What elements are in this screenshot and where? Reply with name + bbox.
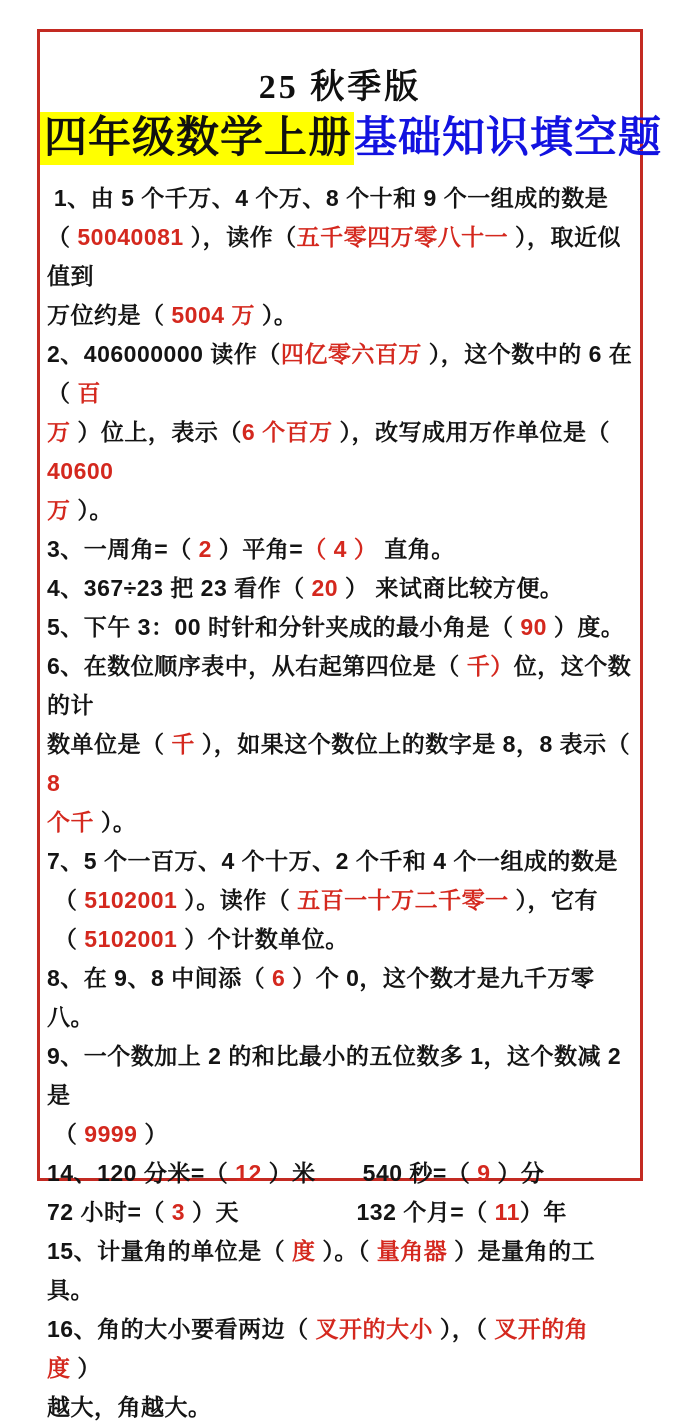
- question-text: 1、由 5 个千万、4 个万、8 个十和 9 个一组成的数是: [47, 184, 609, 211]
- question-text: 数单位是（: [47, 730, 172, 757]
- question-text: 越大，角越大。: [47, 1393, 212, 1420]
- answer-text: 20: [311, 574, 339, 601]
- answer-text: 9999: [84, 1120, 138, 1147]
- question-text: ），如果这个数位上的数字是 8，8 表示（: [194, 730, 638, 757]
- question-line: [47, 1310, 634, 1388]
- answer-text: 9: [477, 1159, 491, 1186]
- question-text: 直角。: [377, 535, 455, 562]
- answer-text: 50040081: [77, 223, 184, 250]
- answer-text: 千）: [466, 652, 514, 679]
- question-text: ）平角=: [211, 535, 304, 562]
- answer-text: 个千: [47, 808, 94, 835]
- question-line: [47, 296, 634, 335]
- answer-text: 6 个百万: [241, 418, 333, 445]
- question-text: ），读作（: [183, 223, 297, 250]
- title-blue-part: 基础知识填空题: [354, 115, 662, 162]
- answer-text: 6: [272, 964, 286, 991]
- question-text: （: [47, 1120, 85, 1147]
- question-text: （: [47, 925, 85, 952]
- answer-text: 8: [47, 769, 61, 796]
- answer-text: 量角器: [376, 1237, 448, 1264]
- question-text: ）: [70, 1354, 101, 1381]
- main-title: [40, 113, 662, 165]
- question-text: ），这个数中的 6 在（: [47, 340, 633, 406]
- question-line: [47, 335, 634, 413]
- question-text: ）米 540 秒=（: [261, 1159, 478, 1186]
- answer-text: 百: [77, 379, 101, 406]
- answer-text: 叉开的角度: [47, 1315, 589, 1381]
- edition-title: 25 秋季版: [258, 69, 422, 106]
- question-text: 2、406000000 读作（: [47, 340, 281, 367]
- question-text: ）。: [94, 808, 137, 835]
- question-text: ）。: [254, 301, 298, 328]
- question-text: ）。: [70, 496, 113, 523]
- question-text: ），改写成用万作单位是（: [332, 418, 617, 445]
- question-text: 7、5 个一百万、4 个十万、2 个千和 4 个一组成的数是: [47, 847, 618, 874]
- question-text: 位，这个数的计: [47, 652, 632, 718]
- question-line: [47, 1388, 634, 1427]
- answer-text: （ 4 ）: [303, 535, 378, 562]
- question-text: ），它有: [508, 886, 598, 913]
- question-line: [47, 413, 634, 491]
- question-line: [47, 1232, 634, 1310]
- question-line: [47, 1115, 634, 1154]
- answer-text: 五千零四万零八十一: [296, 223, 509, 250]
- question-text: 4、367÷23 把 23 看作（: [47, 574, 312, 601]
- question-text: ），（: [432, 1315, 495, 1342]
- answer-text: 5102001: [84, 886, 178, 913]
- question-line: [47, 1154, 634, 1193]
- question-line: [47, 842, 634, 881]
- answer-text: 叉开的大小: [315, 1315, 433, 1342]
- answer-text: 五百一十万二千零一: [297, 886, 509, 913]
- question-line: [47, 803, 634, 842]
- question-text: ）分: [490, 1159, 545, 1186]
- question-text: ）。读作（: [177, 886, 298, 913]
- question-text: 8、在 9、8 中间添（: [47, 964, 273, 991]
- question-line: [47, 1037, 634, 1115]
- answer-text: 5102001: [84, 925, 178, 952]
- title-highlighted-part: 四年级数学上册: [40, 112, 354, 165]
- question-text: 3、一周角=（: [47, 535, 199, 562]
- question-line: [47, 569, 634, 608]
- answer-text: 11: [494, 1198, 520, 1225]
- answer-text: 度: [291, 1237, 316, 1264]
- question-text: ）是量角的工具。: [47, 1237, 596, 1303]
- answer-text: 5004 万: [171, 301, 255, 328]
- answer-text: 12: [235, 1159, 262, 1186]
- question-text: 16、角的大小要看两边（: [47, 1315, 316, 1342]
- question-line: [47, 179, 634, 218]
- answer-text: 2: [198, 535, 212, 562]
- question-text: 5、下午 3：00 时针和分针夹成的最小角是（: [47, 613, 521, 640]
- question-text: （: [47, 223, 78, 250]
- question-text: ）天 132 个月=（: [185, 1198, 495, 1225]
- answer-text: 四亿零六百万: [280, 340, 422, 367]
- question-text: ）。（: [315, 1237, 377, 1264]
- question-text: ）: [137, 1120, 168, 1147]
- question-line: [47, 491, 634, 530]
- question-text: ）个计数单位。: [177, 925, 349, 952]
- answer-text: 千: [171, 730, 195, 757]
- question-text: 72 小时=（: [47, 1198, 172, 1225]
- question-line: [47, 725, 638, 803]
- answer-text: 90: [520, 613, 547, 640]
- question-line: [47, 647, 634, 725]
- answer-text: 40600: [47, 457, 114, 484]
- question-text: ）度。: [546, 613, 625, 640]
- questions-list: [40, 179, 640, 1427]
- question-text: 6、在数位顺序表中，从右起第四位是（: [47, 652, 467, 679]
- question-text: ），取近似值到: [47, 223, 622, 289]
- question-text: （: [47, 886, 85, 913]
- question-line: [47, 218, 634, 296]
- question-text: ）位上，表示（: [70, 418, 242, 445]
- answer-text: 万: [47, 418, 71, 445]
- question-line: [47, 920, 634, 959]
- answer-text: 万: [47, 496, 71, 523]
- answer-text: 3: [171, 1198, 186, 1225]
- question-text: 14、120 分米=（: [47, 1159, 236, 1186]
- question-text: 9、一个数加上 2 的和比最小的五位数多 1，这个数减 2 是: [47, 1042, 629, 1108]
- question-line: [47, 959, 634, 1037]
- question-text: 万位约是（: [47, 301, 172, 328]
- question-text: 15、计量角的单位是（: [47, 1237, 292, 1264]
- question-text: ） 来试商比较方便。: [338, 574, 564, 601]
- question-line: [47, 881, 634, 920]
- question-text: ）个 0，这个数才是九千万零八。: [47, 964, 595, 1030]
- question-text: ）年: [519, 1198, 567, 1225]
- worksheet-frame: [37, 29, 662, 1420]
- question-line: [47, 530, 634, 569]
- question-line: [47, 608, 634, 647]
- question-line: [47, 1193, 634, 1232]
